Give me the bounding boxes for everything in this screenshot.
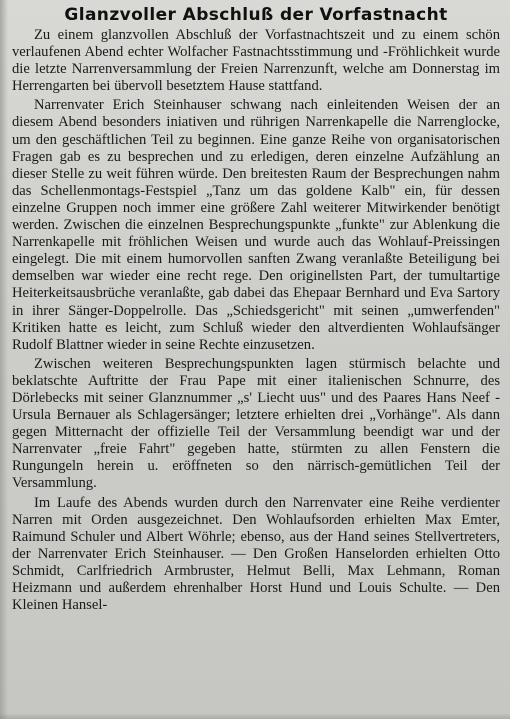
article: [12, 4, 500, 614]
article-paragraph-3: Zwischen weiteren Besprechungspunkten lagen stürmisch belachte und beklatschte Auftritte der Frau Pape mit einer italienischen Schnurre, des Dörlebecks mit seiner Glanznummer „s' Liecht uus" und des Paares Hans Neef - Ursula Bernauer als Schlagersänger; letztere erhielten drei „Vorhänge". Als dann gegen Mitternacht der offizielle Teil der Versammlung beendigt war und der Narrenvater „freie Fahrt" gegeben hatte, stürmten zu allen Fenstern die Rungungeln herein u. eröffneten so den närrisch-gemütlichen Teil der Versammlung.: [12, 355, 500, 492]
article-headline: Glanzvoller Abschluß der Vorfastnacht: [64, 5, 448, 25]
article-paragraph-2: Narrenvater Erich Steinhauser schwang nach einleitenden Weisen der an diesem Abend besonders iniativen und rührigen Narrenkapelle die Narrenglocke, um den geschäftlichen Teil zu beginnen. Eine ganze Reihe von organisatorischen Fragen gab es zu besprechen und zu erledigen, deren einzelne Aufzählung an dieser Stelle zu weit führen würde. Den breitesten Raum der Besprechungen nahm das Schellenmontags-Festspiel „Tanz um das goldene Kalb" ein, für dessen einzelne Gruppen noch immer eine größere Zahl weiterer Mitwirkender benötigt werden. Zwischen die einzelnen Besprechungspunkte „funkte" zur Ablenkung die Narrenkapelle mit fröhlichen Weisen und wurde auch das Wohlauf-Preissingen eingelegt. Die mit einem humorvollen sanften Zwang veranlaßte Beteiligung bei demselben war wieder eine recht rege. Den originellsten Part, der tumultartige Heiterkeitsausbrüche veranlaßte, gab dabei das Ehepaar Bernhard und Eva Sartory in ihrer Sänger-Doppelrolle. Das „Schiedsgericht" mit seinen „umwerfenden" Kritiken hatte es leicht, zum Schluß wieder den altverdienten Wohlaufsänger Rudolf Blattner wieder in seine Rechte einzusetzen.: [12, 97, 500, 353]
clipping-bottom-edge: [0, 713, 510, 719]
page-edge-shadow: [0, 0, 8, 719]
article-paragraph-1: Zu einem glanzvollen Abschluß der Vorfastnachtszeit und zu einem schön verlaufenen Abend echter Wolfacher Fastnachtsstimmung und -Fröhlichkeit wurde die letzte Narrenversammlung der Freien Narrenzunft, welche am Donnerstag im Herrengarten bei übervoll besetztem Hause stattfand.: [12, 27, 500, 95]
article-paragraph-4: Im Laufe des Abends wurden durch den Narrenvater eine Reihe verdienter Narren mit Orden ausgezeichnet. Den Wohlaufsorden erhielten Max Emter, Raimund Schuler und Albert Wöhrle; ebenso, aus der Hand seines Stellvertreters, der Narrenvater Erich Steinhauser. — Den Großen Hanselorden erhielten Otto Schmidt, Carlfriedrich Armbruster, Helmut Belli, Max Lehmann, Roman Heizmann und außerdem ehrenhalber Horst Hund und Louis Schulte. — Den Kleinen Hansel-: [12, 494, 500, 614]
